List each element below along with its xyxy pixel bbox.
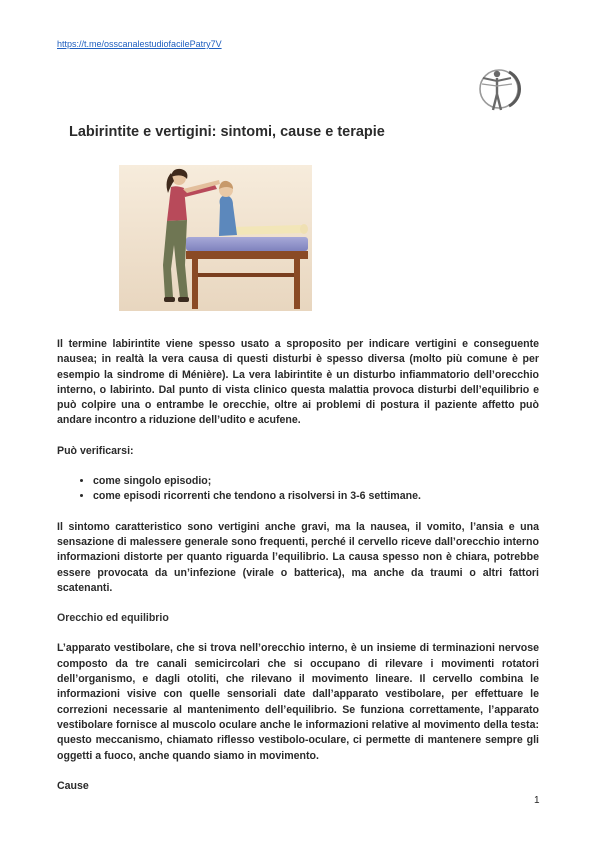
vestibular-paragraph: L’apparato vestibolare, che si trova nell’orecchio interno, è un insieme di terminazioni nervose composto da tre canali semicircolari che si occupano di rilevare i movimenti rotatori dell’organismo, e dagli otoliti, che rilevano il movimento lineare. Il cervello combina le informazioni visive con quelle sensoriali date dall’apparato vestibolare, per effettuare le correzioni necessarie al mantenimento dell’equilibrio. Se funziona correttamente, l’apparato vestibolare fornisce al muscolo oculare anche le informazioni relative al movimento della testa: questo meccanismo, chiamato riflesso vestibolo-oculare, ci permette di mantenere sempre gli oggetti a fuoco, anche quando siamo in movimento.: [57, 642, 539, 762]
symptoms-paragraph: Il sintomo caratteristico sono vertigini anche gravi, ma la nausea, il vomito, l’ansia e una sensazione di malessere generale sono frequenti, perché il cervello riceve dall’orecchio interno informazioni distorte per quanto riguarda l’equilibrio. La causa spesso non è chiara, potrebbe essere provocata da un’infezione (virale o batterica), ma anche da traumi o altri fattori scatenanti.: [57, 520, 539, 594]
telegram-link[interactable]: https://t.me/osscanalestudiofacilePatry7V: [57, 39, 222, 49]
section-heading-causes: Cause: [57, 779, 89, 792]
page-title: Labirintite e vertigini: sintomi, cause e terapie: [69, 124, 385, 140]
occurs-heading: Può verificarsi:: [57, 444, 134, 457]
article-body: [57, 337, 539, 809]
list-item: • come episodi ricorrenti che tendono a risolversi in 3-6 settimane.: [93, 489, 539, 504]
intro-paragraph: Il termine labirintite viene spesso usato a sproposito per indicare vertigini e conseguente nausea; in realtà la vera causa di questi disturbi è spesso diversa (molto più comune è per esempio la sindrome di Ménière). La vera labirintite è un disturbo infiammatorio dell’orecchio interno, o labirinto. Dal punto di vista clinico questa malattia provoca disturbi dell’equilibrio e può colpire una o entrambe le orecchie, oltre ai problemi di postura il paziente affetto può andare incontro a riduzione dell’udito e acufene.: [57, 338, 539, 427]
page-number: 1: [534, 795, 540, 806]
vitruvian-figure-logo-icon: [479, 64, 523, 114]
list-item: • come singolo episodio;: [93, 474, 539, 489]
section-heading-ear-balance: Orecchio ed equilibrio: [57, 612, 169, 625]
occurs-list: [57, 474, 539, 505]
physiotherapist-examining-seated-patient-illustration-icon: [119, 165, 312, 311]
